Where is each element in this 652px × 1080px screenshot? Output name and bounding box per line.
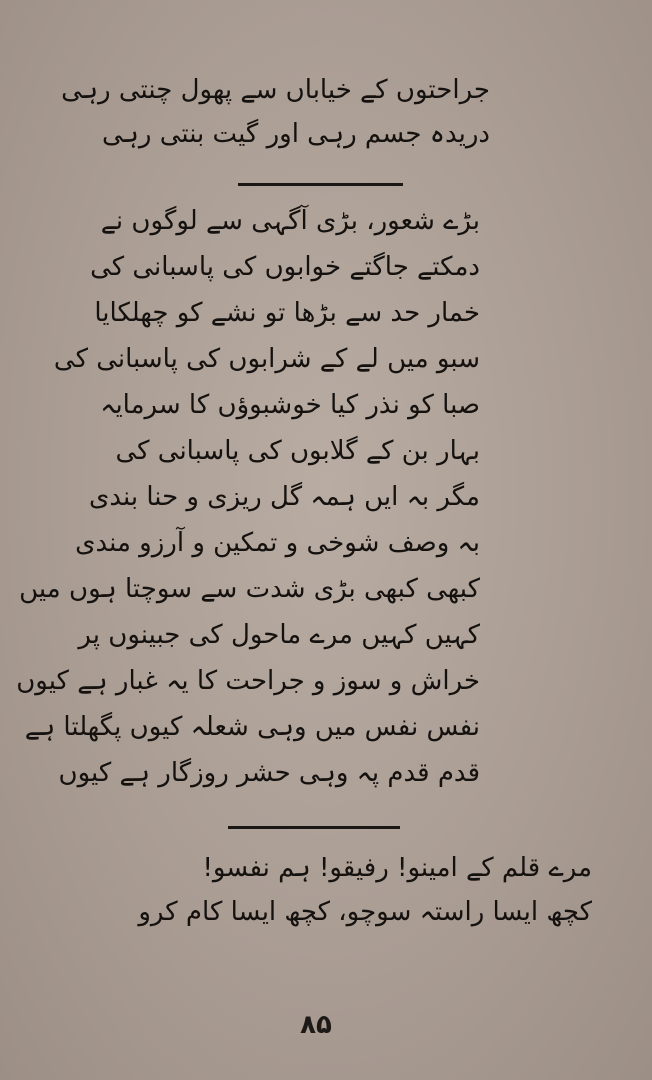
- verse-line: کہیں کہیں مرے ماحول کی جبینوں پر: [78, 620, 480, 650]
- page-number: ۸۵: [300, 1010, 332, 1040]
- verse-line: صبا کو نذر کیا خوشبوؤں کا سرمایہ: [100, 390, 480, 420]
- verse-line: کچھ ایسا راستہ سوچو، کچھ ایسا کام کرو: [138, 897, 592, 927]
- verse-line: بڑے شعور، بڑی آگہی سے لوگوں نے: [100, 206, 480, 236]
- verse-line: سبو میں لے کے شرابوں کی پاسبانی کی: [53, 344, 480, 374]
- verse-line: نفس نفس میں وہی شعلہ کیوں پگھلتا ہے: [24, 712, 480, 742]
- verse-line: بہار بن کے گلابوں کی پاسبانی کی: [115, 436, 480, 466]
- opening-couplet: [61, 68, 490, 156]
- verse-line: دمکتے جاگتے خوابوں کی پاسبانی کی: [90, 252, 480, 282]
- section-divider: [238, 183, 403, 186]
- verse-line: مگر بہ ایں ہمہ گل ریزی و حنا بندی: [88, 482, 480, 512]
- verse-line: کبھی کبھی بڑی شدت سے سوچتا ہوں میں: [19, 574, 480, 604]
- closing-couplet: [138, 846, 592, 934]
- verse-line: قدم قدم پہ وہی حشر روزگار ہے کیوں: [58, 758, 480, 788]
- section-divider: [228, 826, 400, 829]
- verse-line: خراش و سوز و جراحت کا یہ غبار ہے کیوں: [16, 666, 480, 696]
- main-poem: [16, 198, 480, 796]
- verse-line: خمار حد سے بڑھا تو نشے کو چھلکایا: [94, 298, 480, 328]
- verse-line: دریدہ جسم رہی اور گیت بنتی رہی: [101, 119, 490, 149]
- verse-line: مرے قلم کے امینو! رفیقو! ہم نفسو!: [202, 853, 592, 883]
- verse-line: بہ وصف شوخی و تمکین و آرزو مندی: [75, 528, 480, 558]
- verse-line: جراحتوں کے خیاباں سے پھول چنتی رہی: [61, 75, 490, 105]
